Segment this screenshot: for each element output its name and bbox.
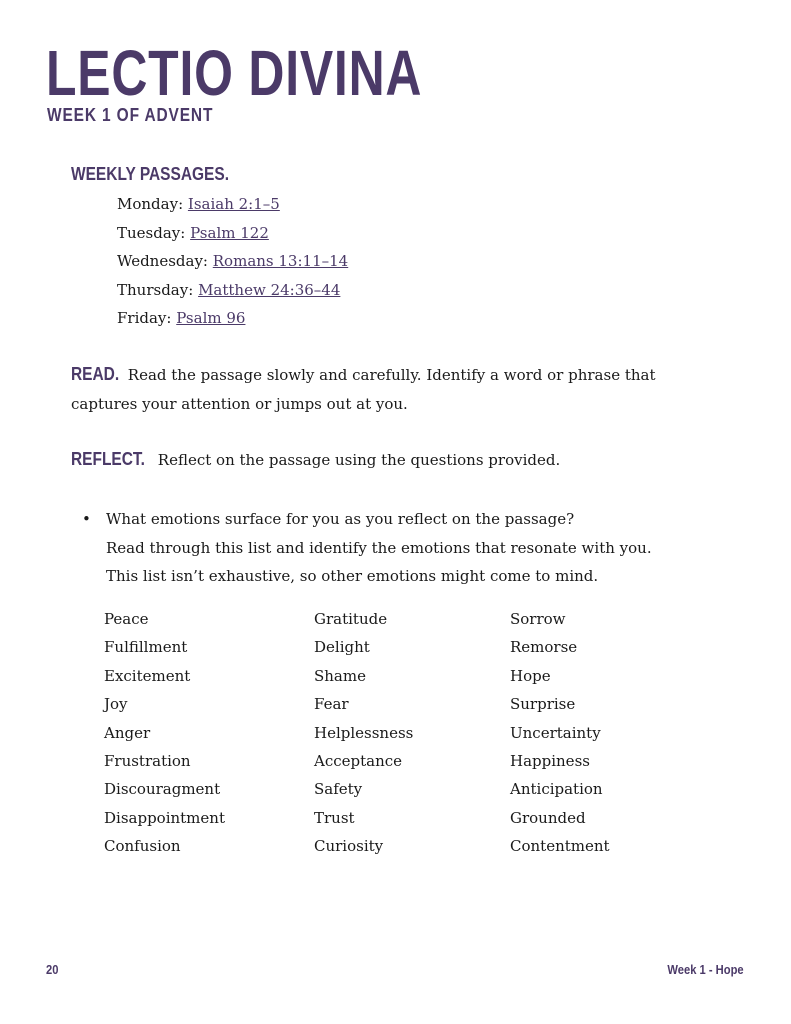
weekly-passages-list <box>117 193 348 336</box>
passage-item-monday <box>117 193 348 222</box>
emotions-column-3 <box>510 605 610 861</box>
emotion-item: Frustration <box>104 751 191 770</box>
passage-link[interactable]: Psalm 122 <box>190 223 269 242</box>
bullet-line: Read through this list and identify the emotions that resonate with you. <box>106 538 652 557</box>
passage-item-tuesday <box>117 222 348 251</box>
emotion-item: Anticipation <box>510 780 603 799</box>
emotions-column-2 <box>314 605 413 861</box>
emotion-item: Gratitude <box>314 610 388 628</box>
passage-day: Monday: <box>117 195 184 213</box>
emotion-item: Peace <box>104 610 149 628</box>
reflect-section <box>71 446 711 475</box>
emotion-item: Hope <box>510 666 551 685</box>
reflect-label: REFLECT. <box>71 449 145 469</box>
page-number: 20 <box>46 962 59 977</box>
emotion-item: Fear <box>314 695 349 714</box>
emotion-item: Sorrow <box>510 610 566 628</box>
emotion-item: Trust <box>314 808 355 827</box>
passage-day: Tuesday: <box>117 223 186 242</box>
emotion-item: Grounded <box>510 808 586 827</box>
emotion-item: Acceptance <box>314 751 403 770</box>
page-subtitle: WEEK 1 OF ADVENT <box>47 105 214 125</box>
passage-link[interactable]: Isaiah 2:1–5 <box>187 195 280 213</box>
emotion-item: Excitement <box>104 666 191 685</box>
emotions-column-1 <box>104 605 225 861</box>
emotion-item: Uncertainty <box>510 723 601 742</box>
passage-item-friday <box>117 307 348 336</box>
reflect-text: Reflect on the passage using the questions provided. <box>157 451 561 469</box>
read-section <box>71 361 711 418</box>
read-label: READ. <box>71 364 120 384</box>
emotion-item: Confusion <box>104 837 181 856</box>
emotion-item: Safety <box>314 780 363 799</box>
weekly-passages-heading: WEEKLY PASSAGES. <box>71 164 229 184</box>
emotion-item: Fulfillment <box>104 638 188 657</box>
passage-item-thursday <box>117 279 348 308</box>
passage-link[interactable]: Matthew 24:36–44 <box>198 280 341 299</box>
passage-link[interactable]: Romans 13:11–14 <box>212 252 349 271</box>
emotion-item: Remorse <box>510 638 578 657</box>
passage-link[interactable]: Psalm 96 <box>176 309 246 328</box>
footer-label: Week 1 - Hope <box>667 962 744 977</box>
emotion-item: Joy <box>104 695 128 714</box>
emotion-item: Contentment <box>510 837 610 856</box>
passage-day: Wednesday: <box>117 252 208 271</box>
emotion-item: Curiosity <box>314 837 384 856</box>
emotion-item: Shame <box>314 666 366 685</box>
emotion-item: Delight <box>314 638 370 657</box>
emotion-item: Disappointment <box>104 808 225 827</box>
bullet-text <box>106 505 706 591</box>
page-title: LECTIO DIVINA <box>46 37 423 109</box>
emotion-item: Surprise <box>510 695 576 714</box>
passage-item-wednesday <box>117 250 348 279</box>
passage-day: Thursday: <box>117 280 194 299</box>
emotion-item: Happiness <box>510 751 590 770</box>
emotion-item: Anger <box>104 723 151 742</box>
emotion-item: Discouragment <box>104 780 221 799</box>
bullet-marker: • <box>82 510 91 528</box>
bullet-line: This list isn’t exhaustive, so other emotions might come to mind. <box>106 567 599 586</box>
bullet-line: What emotions surface for you as you reflect on the passage? <box>106 510 575 528</box>
read-text: Read the passage slowly and carefully. Identify a word or phrase that captures your attention or jumps out at you. <box>71 366 656 413</box>
passage-day: Friday: <box>117 309 172 328</box>
emotion-item: Helplessness <box>314 723 414 742</box>
